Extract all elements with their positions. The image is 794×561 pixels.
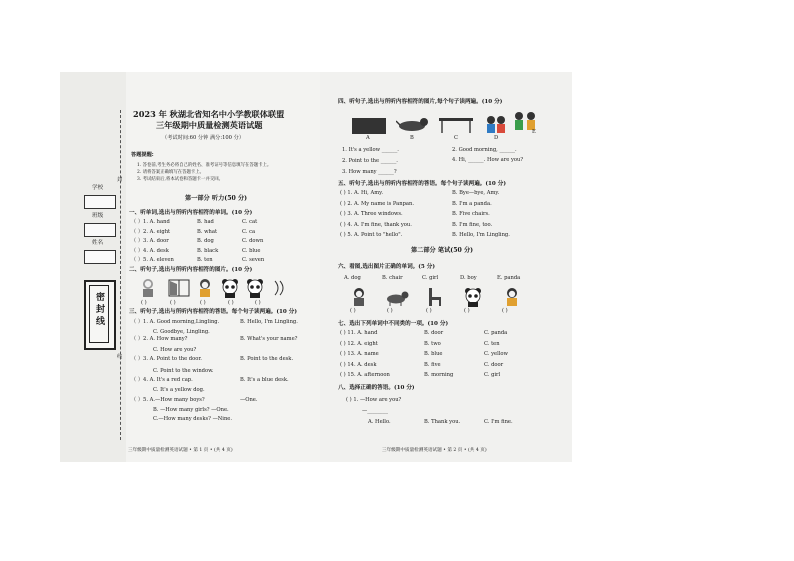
panda-picture-1 bbox=[221, 278, 239, 298]
q5-option-b[interactable]: B. Bye—bye, Amy. bbox=[452, 190, 500, 196]
q6-title: 六、看图,选出图片正确的单词。(5 分) bbox=[338, 264, 435, 270]
q8-option[interactable]: B. Thank you. bbox=[424, 419, 461, 425]
q6-boy-picture bbox=[350, 287, 368, 307]
q3-option-a[interactable]: （ ）5. A.—How many boys? bbox=[131, 397, 205, 403]
q1-option-a[interactable]: （ ）3. A. door bbox=[131, 238, 169, 244]
q3-option-a[interactable]: （ ）1. A. Good morning,Lingling. bbox=[131, 319, 220, 325]
q3-option-b[interactable]: C.—How many desks? —Nine. bbox=[153, 416, 233, 422]
q7-option-c[interactable]: C. yellow bbox=[484, 351, 508, 357]
q5-option-b[interactable]: B. I'm fine, too. bbox=[452, 221, 493, 228]
q3-option-b[interactable]: B. —How many girls? —One. bbox=[153, 407, 229, 413]
word-option: A. dog bbox=[344, 275, 361, 281]
q3-option-b[interactable]: B. Point to the desk. bbox=[240, 356, 294, 362]
q8-option[interactable]: C. I'm fine. bbox=[484, 419, 513, 425]
note-3: 3. 考试结束后,将本试卷和答题卡一并交回。 bbox=[137, 177, 224, 182]
seal-text: 密封线 bbox=[94, 292, 104, 328]
answer-paren[interactable]: ( ) bbox=[387, 308, 393, 314]
q3-option-a[interactable]: （ ）3. A. Point to the door. bbox=[131, 356, 202, 362]
q8-question: ( ) 1. —How are you? bbox=[346, 397, 402, 403]
q7-option-b[interactable]: B. morning bbox=[424, 372, 454, 378]
class-field[interactable] bbox=[84, 223, 116, 237]
answer-paren[interactable]: ( ) bbox=[502, 308, 508, 314]
cut-mark-top: 封 bbox=[117, 177, 123, 183]
part-2-heading: 第二部分 笔试(50 分) bbox=[411, 247, 474, 254]
q3-option-c: C. Goodbye, Lingling. bbox=[153, 329, 210, 335]
q6-girl-picture bbox=[503, 287, 521, 307]
q3-title: 三、听句子,选出与所听内容相符的答语。每个句子读两遍。(10 分) bbox=[129, 309, 298, 315]
q1-option-b[interactable]: B. black bbox=[197, 247, 219, 254]
cut-line bbox=[120, 110, 121, 440]
q5-option-a[interactable]: ( ) 4. A. I'm fine, thank you. bbox=[340, 221, 412, 228]
q4-sentence: 2. Point to the ______. bbox=[342, 158, 398, 164]
cut-mark-bottom: 线 bbox=[117, 354, 123, 360]
q5-option-a[interactable]: ( ) 2. A. My name is Panpan. bbox=[340, 200, 415, 207]
q7-title: 七、选出下列单词中不同类的一项。(10 分) bbox=[338, 321, 449, 327]
q1-title: 一、听单词,选出与所听内容相符的单词。(10 分) bbox=[129, 210, 253, 216]
desk-picture bbox=[438, 116, 474, 134]
q7-option-a[interactable]: ( ) 12. A. eight bbox=[340, 340, 378, 347]
window-picture bbox=[168, 279, 190, 297]
q1-option-c[interactable]: C. cat bbox=[242, 219, 258, 225]
q1-option-c[interactable]: C. down bbox=[242, 238, 264, 244]
exam-info: （考试时间:60 分钟 满分:100 分） bbox=[162, 135, 245, 141]
note-2: 2. 请将答案正确填写在答题卡上。 bbox=[137, 170, 205, 175]
answer-paren[interactable]: ( ) bbox=[426, 308, 432, 314]
q5-option-a[interactable]: ( ) 5. A. Point to "hello". bbox=[340, 232, 403, 238]
notes-title: 答题提醒: bbox=[131, 152, 154, 158]
q5-option-b[interactable]: B. Five chairs. bbox=[452, 211, 490, 217]
q5-option-a[interactable]: ( ) 3. A. Three windows. bbox=[340, 211, 403, 217]
q2-title: 二、听句子,选出与所听内容相符的图片。(10 分) bbox=[129, 267, 253, 273]
q5-title: 五、听句子,选出与所听内容相符的答语。每个句子读两遍。(10 分) bbox=[338, 181, 507, 187]
dog-picture bbox=[396, 116, 430, 134]
picture-letter: D bbox=[494, 135, 499, 141]
q1-option-c[interactable]: C. blue bbox=[242, 247, 261, 254]
q3-option-b[interactable]: C. It's a yellow dog. bbox=[153, 387, 205, 393]
q1-option-b[interactable]: B. had bbox=[197, 219, 214, 225]
q3-option-b[interactable]: B. Hello, I'm Lingling. bbox=[240, 319, 298, 325]
sound-picture bbox=[272, 279, 290, 297]
q4-title: 四、听句子,选出与所听内容相符的图片,每个句子读两遍。(10 分) bbox=[338, 99, 503, 105]
page-2-footer: 三年级期中质量检测英语试题 • 第 2 页 • (共 4 页) bbox=[382, 448, 487, 453]
answer-paren[interactable]: ( ) bbox=[200, 300, 206, 306]
q4-right-4: 4. Hi, ______. How are you? bbox=[452, 157, 524, 163]
q1-option-a[interactable]: （ ）4. A. desk bbox=[131, 247, 169, 254]
q3-option-b[interactable]: —One. bbox=[240, 397, 258, 403]
name-label: 姓名 bbox=[92, 240, 104, 246]
q4-right-2: 2. Good morning, ______. bbox=[452, 147, 517, 153]
girl-picture bbox=[140, 278, 156, 298]
school-label: 学校 bbox=[92, 185, 104, 191]
blackboard-picture bbox=[352, 118, 386, 134]
answer-paren[interactable]: ( ) bbox=[350, 308, 356, 314]
q6-chair-picture bbox=[426, 287, 444, 307]
q1-option-a[interactable]: （ ）2. A. eight bbox=[131, 228, 171, 235]
picture-letter: B bbox=[410, 135, 414, 141]
seal-stamp bbox=[84, 280, 116, 350]
title-line-2: 三年级期中质量检测英语试题 bbox=[156, 120, 263, 130]
picture-letter: A bbox=[366, 135, 370, 141]
panda-picture-2 bbox=[246, 278, 264, 298]
sheet-left-margin bbox=[60, 72, 126, 462]
q8-blank: —________ bbox=[362, 408, 388, 414]
q7-option-a[interactable]: ( ) 14. A. desk bbox=[340, 361, 377, 368]
q4-sentence: 1. It's a yellow ______. bbox=[342, 147, 399, 153]
school-field[interactable] bbox=[84, 195, 116, 209]
q5-option-a[interactable]: ( ) 1. A. Hi, Amy. bbox=[340, 190, 384, 196]
q7-option-c[interactable]: C. door bbox=[484, 361, 504, 368]
q5-option-b[interactable]: B. I'm a panda. bbox=[452, 200, 492, 207]
q5-option-b[interactable]: B. Hello, I'm Lingling. bbox=[452, 232, 510, 238]
boy-picture bbox=[197, 278, 213, 298]
answer-paren[interactable]: ( ) bbox=[228, 300, 234, 306]
q6-panda-picture bbox=[464, 287, 482, 307]
q3-option-b[interactable]: C. How are you? bbox=[153, 347, 197, 353]
q7-option-a[interactable]: ( ) 11. A. hand bbox=[340, 330, 378, 336]
answer-paren[interactable]: ( ) bbox=[170, 300, 176, 306]
q6-dog-picture bbox=[385, 290, 409, 306]
q7-option-b[interactable]: B. blue bbox=[424, 351, 443, 357]
note-1: 1. 答卷前,考生务必将自己的姓名、准考证号等信息填写在答题卡上。 bbox=[137, 163, 272, 168]
answer-paren[interactable]: ( ) bbox=[464, 308, 470, 314]
title-line-1: 2023 年 秋湖北省知名中小学教联体联盟 bbox=[133, 109, 285, 119]
q1-option-c[interactable]: C. seven bbox=[242, 257, 265, 263]
q7-option-c[interactable]: C. ten bbox=[484, 340, 500, 347]
q3-option-b[interactable]: B. It's a blue desk. bbox=[240, 377, 289, 383]
q7-option-c[interactable]: C. panda bbox=[484, 330, 508, 336]
word-option: E. panda bbox=[497, 275, 521, 281]
picture-letter: C bbox=[454, 135, 458, 141]
q1-option-b[interactable]: B. dog bbox=[197, 238, 214, 244]
name-field[interactable] bbox=[84, 250, 116, 264]
part-1-heading: 第一部分 听力(50 分) bbox=[185, 195, 248, 202]
q8-option[interactable]: A. Hello. bbox=[368, 419, 391, 425]
q1-option-b[interactable]: B. ten bbox=[197, 257, 213, 263]
q3-option-a[interactable]: （ ）2. A. How many? bbox=[131, 336, 188, 342]
notes bbox=[137, 162, 271, 183]
children-picture-1 bbox=[484, 114, 508, 134]
answer-paren[interactable]: ( ) bbox=[255, 300, 261, 306]
word-option: C. girl bbox=[422, 275, 439, 281]
q7-option-a[interactable]: ( ) 13. A. name bbox=[340, 351, 379, 357]
picture-letter: E bbox=[532, 129, 536, 135]
q1-option-c[interactable]: C. ca bbox=[242, 228, 256, 235]
q3-option-b[interactable]: C. Point to the window. bbox=[153, 368, 214, 374]
q4-sentence: 3. How many ______? bbox=[342, 169, 397, 175]
q7-option-c[interactable]: C. girl bbox=[484, 372, 501, 378]
q7-option-b[interactable]: B. door bbox=[424, 330, 444, 336]
q8-title: 八、选择正确的答语。(10 分) bbox=[338, 385, 415, 391]
q7-option-a[interactable]: ( ) 15. A. afternoon bbox=[340, 372, 390, 378]
class-label: 班级 bbox=[92, 213, 104, 219]
word-option: B. chair bbox=[382, 275, 403, 281]
q1-option-a[interactable]: （ ）5. A. eleven bbox=[131, 257, 174, 263]
q7-option-b[interactable]: B. two bbox=[424, 340, 441, 347]
page-1-footer: 三年级期中质量检测英语试题 • 第 1 页 • (共 4 页) bbox=[128, 448, 233, 453]
q3-option-b[interactable]: B. What's your name? bbox=[240, 336, 298, 342]
q7-option-b[interactable]: B. five bbox=[424, 361, 441, 368]
q3-option-a[interactable]: （ ）4. A. It's a red cap. bbox=[131, 377, 193, 383]
answer-paren[interactable]: ( ) bbox=[141, 300, 147, 306]
q1-option-b[interactable]: B. what bbox=[197, 228, 218, 235]
q1-option-a[interactable]: （ ）1. A. hand bbox=[131, 219, 170, 225]
word-option: D. boy bbox=[460, 275, 477, 281]
